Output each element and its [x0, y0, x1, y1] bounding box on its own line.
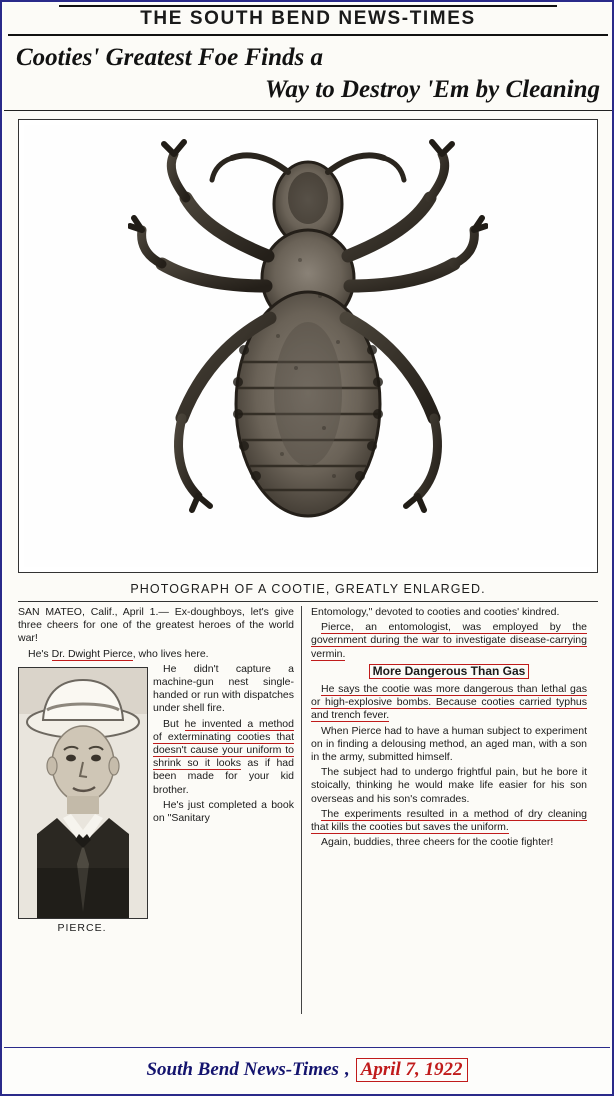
cootie-photo: [24, 125, 592, 567]
right-paragraph-1: Entomology," devoted to cooties and cooties' kindred.: [311, 606, 560, 618]
paragraph-4-post: as if had been made for your kid brother.: [153, 757, 294, 796]
paragraph-1-text: Ex-doughboys, let's give three cheers for one of the greatest heroes of the world war!: [18, 606, 294, 645]
pierce-caption: PIERCE.: [57, 921, 107, 934]
annotation-underline-dry-cleaning: The experiments resulted in a method of dry cleaning that kills the cooties but saves the uniform.: [311, 807, 587, 834]
paragraph-4-pre: But: [163, 717, 185, 730]
right-paragraph-2: [311, 621, 587, 661]
article-column-left: [18, 606, 301, 1014]
headline-line-1: Cooties' Greatest Foe Finds a: [16, 44, 323, 71]
clipping-body: [4, 4, 612, 1050]
headline-line-2: Way to Destroy 'Em by Cleaning: [265, 76, 600, 103]
footer-source: South Bend News-Times: [146, 1059, 339, 1080]
pierce-figure: [18, 667, 146, 935]
subheading-more-dangerous: [311, 664, 587, 679]
photo-caption: PHOTOGRAPH OF A COOTIE, GREATLY ENLARGED.: [18, 573, 598, 602]
pierce-portrait: [18, 667, 148, 919]
footer-date: April 7, 1922: [356, 1058, 468, 1082]
footer-separator: ,: [344, 1059, 350, 1080]
annotation-underline-gas-comparison: He says the cootie was more dangerous than lethal gas or high-explosive bombs. Because cooties carried typhus and trench fever.: [311, 683, 587, 722]
annotation-underline-pierce-name: Dr. Dwight Pierce: [51, 647, 133, 660]
newspaper-title: THE SOUTH BEND NEWS-TIMES: [140, 8, 476, 29]
headline: [4, 36, 612, 111]
pierce-portrait-illustration: [19, 668, 147, 918]
annotation-underline-entomologist: Pierce, an entomologist, was employed by the government during the war to investigate disease-carrying vermin.: [311, 621, 587, 660]
right-paragraph-3: [311, 683, 587, 723]
paragraph-2-pre: He's: [28, 647, 52, 660]
right-paragraph-6: [311, 808, 587, 834]
article-columns: [18, 606, 598, 1014]
cootie-photo-frame: [18, 119, 598, 573]
paragraph-2-post: , who lives here.: [132, 647, 209, 660]
annotation-underline-invention: he invented a method of exterminating cooties that doesn't cause your uniform to shrink so it looks: [153, 717, 294, 770]
article-column-right: [301, 606, 587, 1014]
right-paragraph-5: The subject had to undergo frightful pain, but he bore it stoically, thinking he would make life easier for his son overseas and his son's comrades.: [311, 766, 587, 805]
right-paragraph-7: Again, buddies, three cheers for the cootie fighter!: [321, 836, 554, 849]
paragraph-5: He's just completed a book on "Sanitary: [153, 798, 294, 825]
masthead-rule-top: [59, 5, 557, 7]
source-footer: [4, 1047, 610, 1092]
cootie-illustration: [128, 136, 488, 556]
right-paragraph-4: When Pierce had to have a human subject to experiment on in finding a delousing method, an aged man, with a son in the army, submitted himself.: [311, 724, 587, 764]
annotation-box-subhead: More Dangerous Than Gas: [369, 664, 530, 679]
paragraph-2: [18, 648, 294, 661]
masthead-rule-bottom: [8, 34, 608, 36]
paragraph-3: He didn't capture a machine-gun nest single-handed or run with dispatches under shell fire.: [153, 662, 294, 715]
masthead: [4, 4, 612, 36]
paragraph-dateline: [18, 606, 294, 646]
dateline: SAN MATEO, Calif., April 1.—: [18, 606, 169, 618]
